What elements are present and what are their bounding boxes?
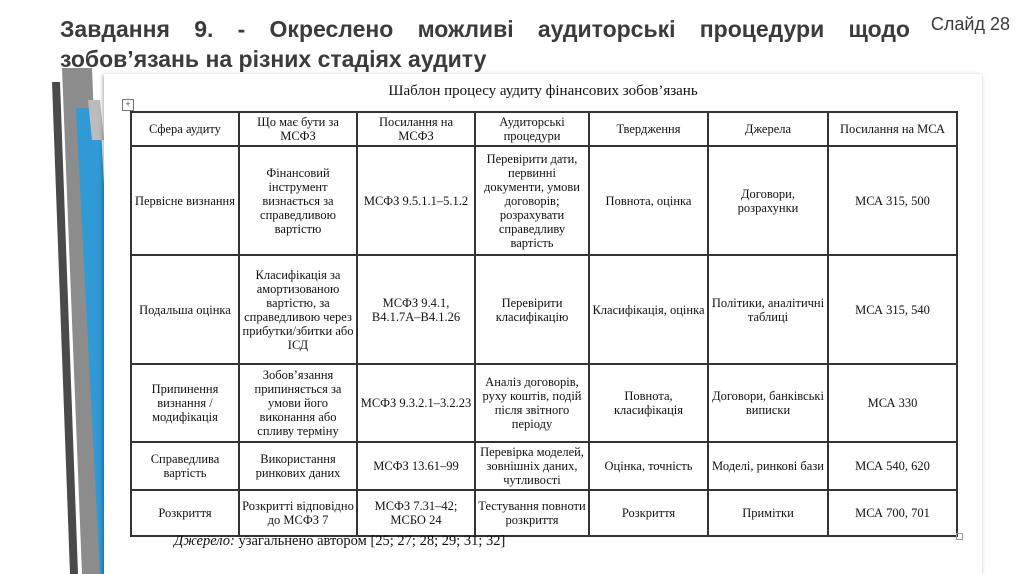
- source-label: Джерело:: [174, 533, 235, 549]
- table-title: Шаблон процесу аудиту фінансових зобов’язань: [388, 83, 698, 99]
- table-cell: Договори, розрахунки: [708, 146, 828, 255]
- table-cell: МСА 315, 500: [828, 146, 957, 255]
- table-cell: МСФЗ 13.61–99: [357, 442, 475, 490]
- table-cell: Подальша оцінка: [131, 255, 239, 364]
- table-cell: Класифікація за амортизованою вартістю, за справедливою через прибутки/збитки або ІСД: [239, 255, 357, 364]
- table-cell: Використання ринкових даних: [239, 442, 357, 490]
- audit-table: [130, 111, 958, 537]
- table-cell: Припинення визнання / модифікація: [131, 364, 239, 442]
- table-cell: Розкритті відповідно до МСФЗ 7: [239, 490, 357, 536]
- header-cell: Твердження: [589, 112, 708, 146]
- table-cell: Оцінка, точність: [589, 442, 708, 490]
- table-cell: Договори, банківські виписки: [708, 364, 828, 442]
- table-row: [131, 364, 957, 442]
- table-cell: Розкриття: [131, 490, 239, 536]
- table-cell: Перевірити дати, первинні документи, умови договорів; розрахувати справедливу вартість: [475, 146, 589, 255]
- slide-number: Слайд 28: [930, 14, 1010, 34]
- table-cell: Фінансовий інструмент визнається за справедливою вартістю: [239, 146, 357, 255]
- table-cell: МСФЗ 9.5.1.1–5.1.2: [357, 146, 475, 255]
- table-cell: Справедлива вартість: [131, 442, 239, 490]
- header-cell: Сфера аудиту: [131, 112, 239, 146]
- table-cell: МСА 330: [828, 364, 957, 442]
- table-cell: Перевірка моделей, зовнішніх даних, чутливості: [475, 442, 589, 490]
- table-cell: Примітки: [708, 490, 828, 536]
- table-cell: Тестування повноти розкриття: [475, 490, 589, 536]
- table-cell: МСА 540, 620: [828, 442, 957, 490]
- table-move-handle-icon: +: [122, 99, 134, 111]
- table-cell: Повнота, оцінка: [589, 146, 708, 255]
- table-cell: МСА 315, 540: [828, 255, 957, 364]
- table-cell: Аналіз договорів, руху коштів, подій після звітного періоду: [475, 364, 589, 442]
- header-cell: Аудиторські процедури: [475, 112, 589, 146]
- table-cell: Перевірити класифікацію: [475, 255, 589, 364]
- table-cell: Політики, аналітичні таблиці: [708, 255, 828, 364]
- table-row: [131, 490, 957, 536]
- source-note: [174, 533, 505, 550]
- document-image: [104, 74, 982, 574]
- header-cell: Що має бути за МСФЗ: [239, 112, 357, 146]
- table-row: [131, 255, 957, 364]
- header-cell: Джерела: [708, 112, 828, 146]
- table-header-row: [131, 112, 957, 146]
- table-row: [131, 146, 957, 255]
- table-cell: Зобов’язання припиняється за умови його виконання або спливу терміну: [239, 364, 357, 442]
- table-cell: Розкриття: [589, 490, 708, 536]
- slide-title: Завдання 9. - Окреслено можливі аудиторські процедури щодо зобов’язань на різних стадіях аудиту: [60, 16, 910, 72]
- table-row: [131, 442, 957, 490]
- header-cell: Посилання на МСФЗ: [357, 112, 475, 146]
- table-resize-handle-icon: [956, 533, 963, 540]
- table-cell: МСФЗ 9.4.1, B4.1.7A–B4.1.26: [357, 255, 475, 364]
- table-cell: МСФЗ 7.31–42; МСБО 24: [357, 490, 475, 536]
- table-cell: Первісне визнання: [131, 146, 239, 255]
- table-cell: Повнота, класифікація: [589, 364, 708, 442]
- source-text: узагальнено автором [25; 27; 28; 29; 31; 32]: [234, 533, 506, 549]
- table-cell: МСА 700, 701: [828, 490, 957, 536]
- table-cell: Моделі, ринкові бази: [708, 442, 828, 490]
- table-cell: Класифікація, оцінка: [589, 255, 708, 364]
- table-cell: МСФЗ 9.3.2.1–3.2.23: [357, 364, 475, 442]
- header-cell: Посилання на МСА: [828, 112, 957, 146]
